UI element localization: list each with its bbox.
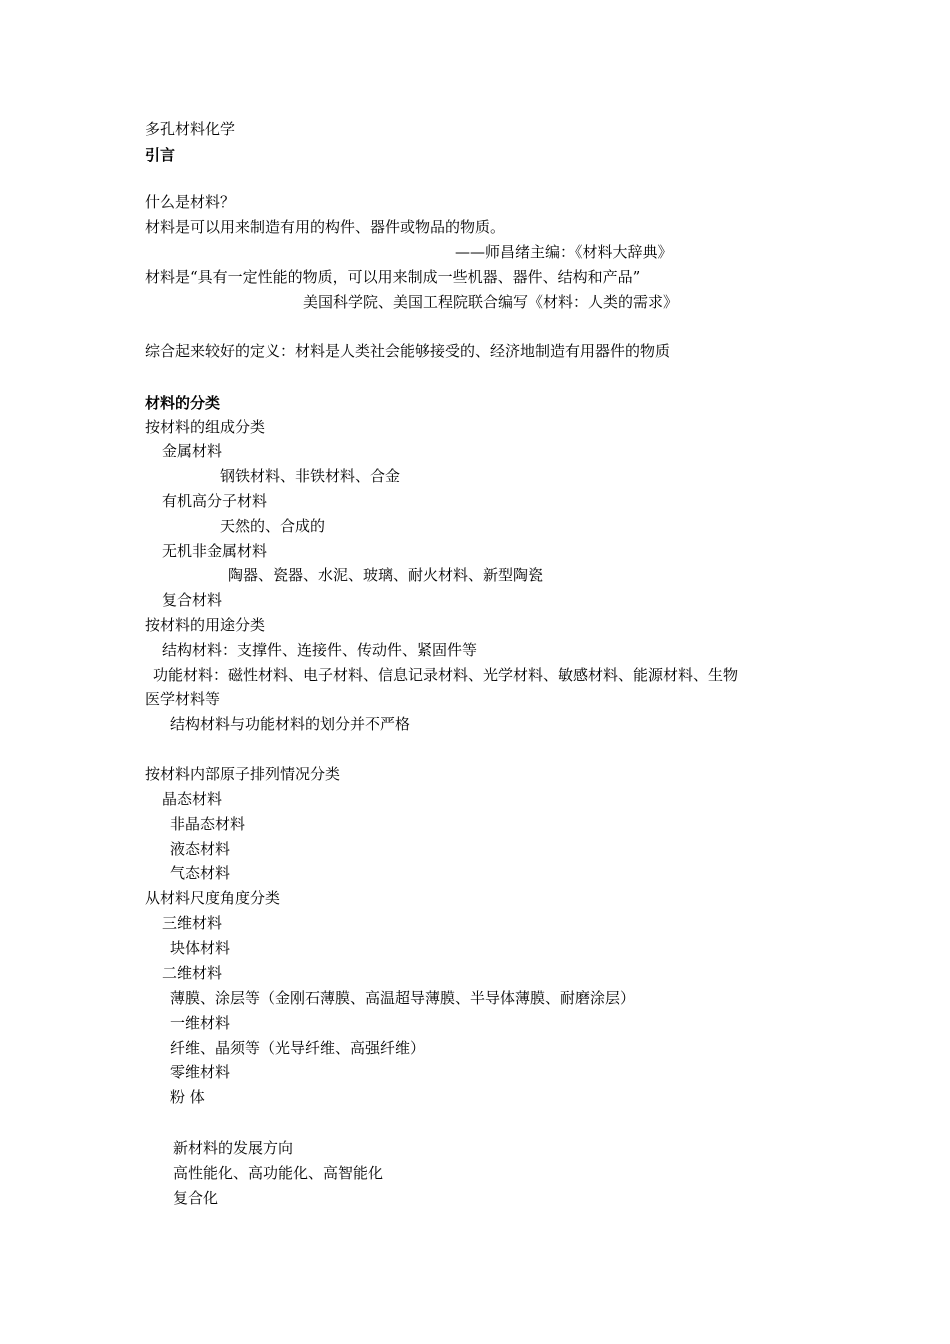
- composite-materials: 复合材料: [162, 591, 223, 609]
- definition-2-source: 美国科学院、美国工程院联合编写《材料：人类的需求》: [303, 293, 679, 311]
- by-composition-heading: 按材料的组成分类: [145, 418, 266, 436]
- amorphous-materials: 非晶态材料: [170, 815, 246, 833]
- structural-materials: 结构材料：支撑件、连接件、传动件、紧固件等: [162, 641, 478, 659]
- new-direction-2: 复合化: [173, 1189, 219, 1207]
- inorganic-materials: 无机非金属材料: [162, 542, 268, 560]
- metal-materials: 金属材料: [162, 442, 223, 460]
- zero-d-sub: 粉 体: [170, 1088, 205, 1106]
- functional-materials-line2: 医学材料等: [145, 690, 221, 708]
- summary-definition: 综合起来较好的定义：材料是人类社会能够接受的、经济地制造有用器件的物质: [145, 342, 671, 360]
- gas-materials: 气态材料: [170, 864, 231, 882]
- use-note: 结构材料与功能材料的划分并不严格: [170, 715, 411, 733]
- organic-sub: 天然的、合成的: [220, 517, 326, 535]
- doc-title: 多孔材料化学: [145, 120, 236, 138]
- by-scale-heading: 从材料尺度角度分类: [145, 889, 281, 907]
- zero-d-materials: 零维材料: [170, 1063, 231, 1081]
- three-d-materials: 三维材料: [162, 914, 223, 932]
- new-materials-direction-heading: 新材料的发展方向: [173, 1139, 294, 1157]
- two-d-materials: 二维材料: [162, 964, 223, 982]
- functional-materials-line1: 功能材料：磁性材料、电子材料、信息记录材料、光学材料、敏感材料、能源材料、生物: [153, 666, 739, 684]
- crystalline-materials: 晶态材料: [162, 790, 223, 808]
- two-d-sub: 薄膜、涂层等（金刚石薄膜、高温超导薄膜、半导体薄膜、耐磨涂层）: [170, 989, 636, 1007]
- intro-heading: 引言: [145, 146, 176, 164]
- classification-heading: 材料的分类: [145, 394, 221, 412]
- liquid-materials: 液态材料: [170, 840, 231, 858]
- three-d-sub: 块体材料: [170, 939, 231, 957]
- one-d-materials: 一维材料: [170, 1014, 231, 1032]
- by-atomic-arrangement-heading: 按材料内部原子排列情况分类: [145, 765, 341, 783]
- metal-sub: 钢铁材料、非铁材料、合金: [220, 467, 401, 485]
- organic-materials: 有机高分子材料: [162, 492, 268, 510]
- definition-1-source: ——师昌绪主编：《材料大辞典》: [455, 243, 673, 261]
- by-use-heading: 按材料的用途分类: [145, 616, 266, 634]
- new-direction-1: 高性能化、高功能化、高智能化: [173, 1164, 384, 1182]
- one-d-sub: 纤维、晶须等（光导纤维、高强纤维）: [170, 1039, 426, 1057]
- inorganic-sub: 陶器、瓷器、水泥、玻璃、耐火材料、新型陶瓷: [228, 566, 544, 584]
- definition-1: 材料是可以用来制造有用的构件、器件或物品的物质。: [145, 218, 506, 236]
- question-line: 什么是材料？: [145, 193, 236, 211]
- definition-2: 材料是“具有一定性能的物质，可以用来制成一些机器、器件、结构和产品”: [145, 268, 641, 286]
